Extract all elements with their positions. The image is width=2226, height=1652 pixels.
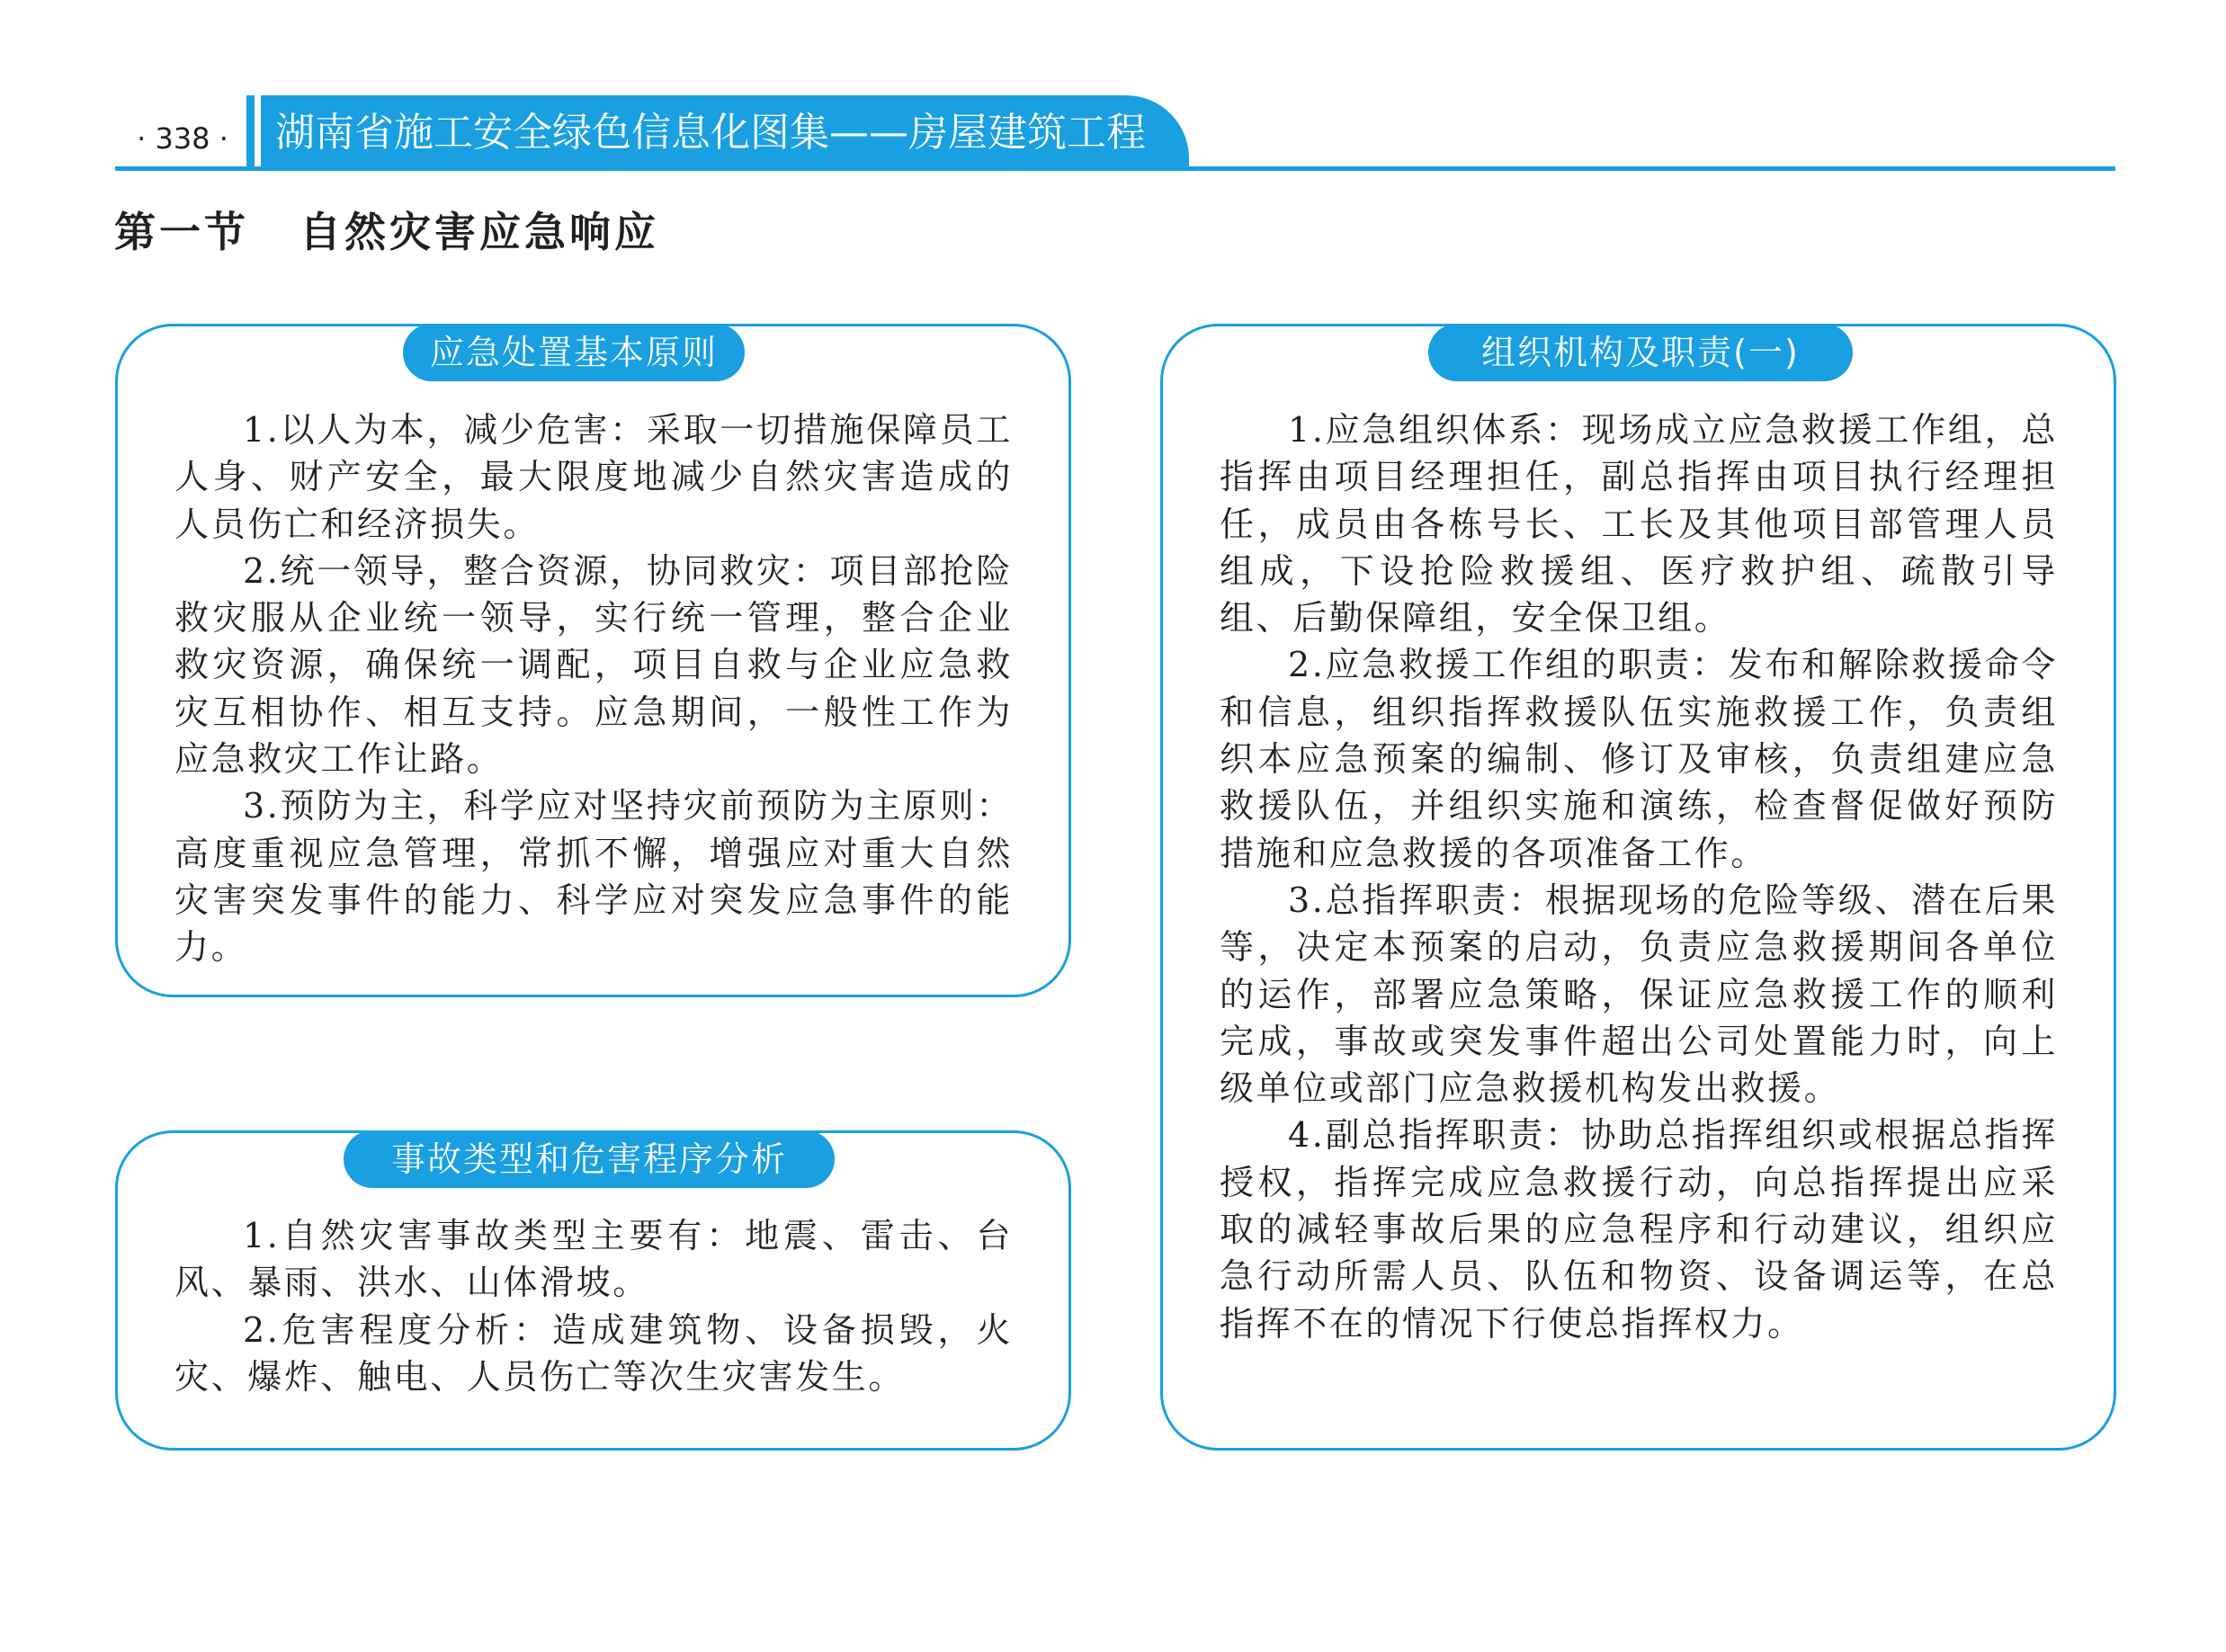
organization-panel-title: 组织机构及职责(一) bbox=[1428, 324, 1853, 381]
section-heading bbox=[114, 203, 924, 261]
paragraph: 2.统一领导，整合资源，协同救灾：项目部抢险救灾服从企业统一领导，实行统一管理，整合企业救灾资源，确保统一调配，项目自救与企业应急救灾互相协作、相互支持。应急期间，一般性工作为应急救灾工作让路。 bbox=[174, 550, 1013, 780]
paragraph: 3.预防为主，科学应对坚持灾前预防为主原则：高度重视应急管理，常抓不懈，增强应对重大自然灾害突发事件的能力、科学应对突发应急事件的能力。 bbox=[174, 786, 1013, 968]
paragraph: 2.应急救援工作组的职责：发布和解除救援命令和信息，组织指挥救援队伍实施救援工作，负责组织本应急预案的编制、修订及审核，负责组建应急救援队伍，并组织实施和演练，检查督促做好预防措施和应急救援的各项准备工作。 bbox=[1220, 645, 2058, 873]
header-accent-bar bbox=[246, 95, 255, 170]
paragraph: 2.危害程度分析：造成建筑物、设备损毁，火灾、爆炸、触电、人员伤亡等次生灾害发生。 bbox=[174, 1309, 1013, 1397]
accident-types-panel-title: 事故类型和危害程序分析 bbox=[344, 1130, 835, 1188]
accident-types-panel-body bbox=[174, 1212, 1013, 1400]
book-title: 湖南省施工安全绿色信息化图集——房屋建筑工程 bbox=[275, 110, 1146, 156]
paragraph: 1.以人为本，减少危害：采取一切措施保障员工人身、财产安全，最大限度地减少自然灾害造成的人员伤亡和经济损失。 bbox=[174, 410, 1013, 544]
paragraph: 1.自然灾害事故类型主要有：地震、雷击、台风、暴雨、洪水、山体滑坡。 bbox=[174, 1216, 1013, 1303]
page-number: · 338 · bbox=[137, 121, 228, 156]
paragraph: 4.副总指挥职责：协助总指挥组织或根据总指挥授权，指挥完成应急救援行动，向总指挥提出应采取的减轻事故后果的应急程序和行动建议，组织应急行动所需人员、队伍和物资、设备调运等，在总指挥不在的情况下行使总指挥权力。 bbox=[1220, 1115, 2058, 1344]
section-title: 自然灾害应急响应 bbox=[299, 208, 659, 256]
paragraph: 3.总指挥职责：根据现场的危险等级、潜在后果等，决定本预案的启动，负责应急救援期间各单位的运作，部署应急策略，保证应急救援工作的顺利完成，事故或突发事件超出公司处置能力时，向上级单位或部门应急救援机构发出救援。 bbox=[1220, 880, 2058, 1109]
paragraph: 1.应急组织体系：现场成立应急救援工作组，总指挥由项目经理担任，副总指挥由项目执行经理担任，成员由各栋号长、工长及其他项目部管理人员组成，下设抢险救援组、医疗救护组、疏散引导组、后勤保障组，安全保卫组。 bbox=[1220, 410, 2058, 638]
organization-panel-body bbox=[1220, 406, 2058, 1347]
principles-panel-body bbox=[174, 406, 1013, 971]
principles-panel-title: 应急处置基本原则 bbox=[403, 324, 745, 381]
header-divider bbox=[115, 166, 2115, 171]
section-number: 第一节 bbox=[114, 208, 249, 256]
